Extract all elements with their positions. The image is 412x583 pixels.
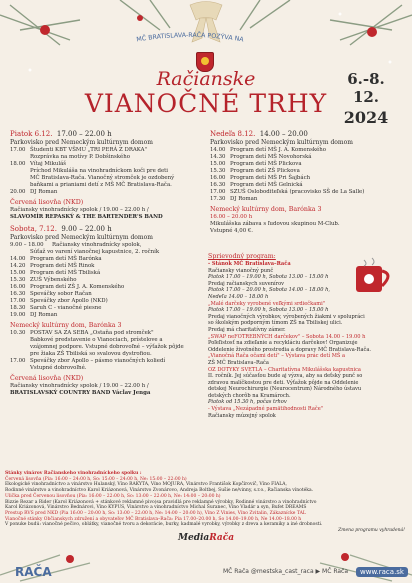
program-time: 17.00 bbox=[10, 298, 26, 304]
friday-program-item bbox=[10, 168, 204, 175]
side-program-line: detských chorôb na Kramároch. bbox=[208, 392, 291, 399]
program-text: vzájomnej podpore. Vstupné dobrovoľné – výťažok pôjde bbox=[30, 344, 184, 350]
side-program-heading: Sprievodný program: bbox=[208, 253, 276, 260]
side-program-line: Poľeľistosť na zdieľanie a recykláciu darčekov! Organizuje bbox=[208, 340, 358, 347]
footer-closing: Zmena programu vyhradená! bbox=[338, 528, 405, 534]
footer-line: Vianočné stánky Občianskych združení a obyvateľov MČ Bratislava–Rača: Pia 17.00–20.00 h, So 14.00–19.00 h, Ne 14.00–18.00 h bbox=[5, 516, 302, 522]
program-text: DJ Roman bbox=[230, 196, 258, 202]
right-column bbox=[210, 128, 405, 235]
saturday-hall-item bbox=[10, 344, 204, 351]
saturday-program-item bbox=[10, 298, 204, 305]
arc-invitation-text bbox=[90, 28, 290, 52]
side-program-lines bbox=[208, 268, 404, 420]
program-time bbox=[10, 337, 30, 344]
friday-program-item bbox=[10, 182, 204, 189]
side-program-line: Piatok od 15.30 h, počas trhov bbox=[208, 399, 287, 406]
program-text: Račiansky vinohradnícky spolok, bbox=[52, 242, 142, 248]
side-program-line: zdravou malíčkostou pre deti. Výťažok pôjde na Oddelenie bbox=[208, 379, 359, 386]
side-stall-heading: - Stánok MČ Bratislava–Rača bbox=[208, 261, 291, 267]
program-time bbox=[10, 351, 30, 358]
saturday-heading: Sobota, 7.12. 9.00 – 22.00 h bbox=[10, 225, 112, 233]
program-text: POSTAV SA ZA SEBA „Ostaňa pod stromček" bbox=[30, 330, 154, 336]
saturday-nkd-band: BRATISLAVSKÝ COUNTRY BAND Václav Jenga bbox=[10, 390, 151, 396]
saturday-hall-item bbox=[10, 351, 204, 358]
program-text: Speváčky zbor Apollo – pásmo vianočných koliedí bbox=[30, 358, 166, 364]
friday-place: Parkovisko pred Nemeckým kultúrnym domom bbox=[10, 139, 153, 146]
program-time: 16.30 bbox=[10, 291, 26, 297]
program-text: Program detí MŠ Pri Šajbách bbox=[230, 175, 311, 181]
program-time bbox=[10, 175, 30, 182]
footer-line: Karol Kriázonová, Vinárstvo Bednárovi, Víno KYPUS, Vinárstvo a vinohradníctvo Michal Šuranec, Víno Vladár a syn, Bufet DREAMS bbox=[5, 505, 307, 511]
program-text: Vítaj Mikuláš bbox=[30, 161, 67, 167]
sunday-place: Parkovisko pred Nemeckým kultúrnym domom bbox=[210, 139, 353, 146]
side-program-line: II. ročník. Jej súčasťou bude aj výzva, aby sa deťský punč so bbox=[208, 373, 363, 380]
pine-branches-bottom-decoration bbox=[0, 545, 412, 583]
side-program-line: Nedeľa 14.00 – 18.00 h bbox=[208, 293, 269, 300]
left-column bbox=[10, 128, 204, 397]
program-text: Saruh C - vianočné piesne bbox=[30, 305, 102, 311]
program-text: Program detí MŠ Novohorská bbox=[230, 154, 312, 160]
date-year: 2024 bbox=[343, 108, 389, 127]
friday-heading: Piatok 6.12. 17.00 – 22.00 h bbox=[10, 130, 112, 138]
date-badge bbox=[336, 70, 396, 127]
saturday-hall-item bbox=[10, 365, 204, 372]
svg-text:MČ BRATISLAVA-RAČA POZÝVA NA: MČ BRATISLAVA-RAČA POZÝVA NA bbox=[135, 31, 245, 44]
side-program-line: Predaj račianskych suvenírov bbox=[208, 280, 285, 287]
social-links[interactable]: MČ Rača @mestska_cast_raca ▶ MČ Rača bbox=[223, 568, 349, 575]
sunday-program-item bbox=[210, 182, 405, 189]
program-time: 14.20 bbox=[10, 263, 26, 269]
saturday-place: Parkovisko pred Nemeckým kultúrnym domom bbox=[10, 234, 153, 241]
program-time: 15.00 bbox=[10, 270, 26, 276]
footer-line: Bizzie Rezar a Rider (Karol Kriázonová + stánkové reklamné pivo)sa pravidlá pre reklamné výrobky, Rodinné vinárstvo a vinohradníctvo bbox=[5, 499, 317, 505]
friday-nkd-heading: Červená lisovňa (NKD) bbox=[10, 199, 84, 206]
sunday-hall-time: 16.00 – 20.00 h bbox=[210, 214, 253, 220]
footer-lines bbox=[5, 477, 405, 528]
friday-nkd-band: SLAVOMÍR REPASKÝ & THE BARTENDER'S BAND bbox=[10, 214, 163, 220]
program-text: SZUŠ Osloboditeľská (pracovisko SŠ de La Salle) bbox=[230, 189, 365, 195]
saturday-hall-item bbox=[10, 358, 204, 365]
side-program-line: ZŠ MČ Bratislava–Rača bbox=[208, 359, 269, 366]
program-text: DJ Roman bbox=[30, 312, 58, 318]
friday-program-item bbox=[10, 175, 204, 182]
program-text: Speváčky sobor Račan bbox=[30, 291, 92, 297]
sunday-program-item bbox=[210, 161, 405, 168]
sunday-program-item bbox=[210, 154, 405, 161]
program-text: Program detí MŠ Rinok bbox=[30, 263, 95, 269]
footer-heading: Stánky vinárov Račianskeho vinohradníckeho spolku : bbox=[5, 471, 142, 476]
program-time: 14.00 bbox=[210, 147, 226, 153]
program-time: 16.00 bbox=[210, 175, 226, 181]
program-time bbox=[10, 365, 30, 372]
saturday-nkd-heading: Červená lisovňa (NKD) bbox=[10, 375, 84, 382]
side-program-line: - Výstava „Nezápadné pamätihodnosti Rače" bbox=[208, 406, 324, 413]
side-program-line: Račiansky múzejný spolok bbox=[208, 412, 276, 419]
side-program-line: „Malé darčeky vyrobené veľkými srdiečkami" bbox=[208, 300, 326, 307]
footer-line: Rodinné vinárstvo a vinohradníctvo Karol Kriázonová, Vinárstvo Zvonárovo, Andreja Boltbej, Sušie ne/vinny, s.r.o., Račianska vínotéka. bbox=[5, 488, 314, 494]
side-program-line: Piatok 17.00 – 19.00 h, Sobota 13.00 – 15.00 h bbox=[208, 307, 329, 314]
saturday-program bbox=[10, 242, 204, 319]
program-time: 20.00 bbox=[10, 189, 26, 195]
program-time: 15.30 bbox=[10, 277, 26, 283]
friday-program-item bbox=[10, 161, 204, 168]
program-time: 18.00 bbox=[10, 161, 26, 167]
program-time bbox=[10, 344, 30, 351]
side-program-line: Račiansky vianočný punč bbox=[208, 267, 274, 274]
side-program-line: Oddelenie životného prostredia a dopravy MČ Bratislava-Rača. bbox=[208, 346, 372, 353]
program-time: 14.30 bbox=[210, 154, 226, 160]
sunday-program-item bbox=[210, 175, 405, 182]
sunday-heading: Nedeľa 8.12. 14.00 – 20.00 bbox=[210, 130, 308, 138]
footer-line: Ulička pred Červenou lisovňou (Pia: 16:00 – 22:00 h, So: 13:00 – 22:00 h, Ne: 14:00 – 20:00 h) bbox=[5, 493, 221, 499]
side-program-line: Piatok 17.00 – 19.00 h, Sobota 13.00 – 15.00 h bbox=[208, 274, 329, 281]
program-text: Program detí MŠ Plickova bbox=[230, 161, 302, 167]
friday-program-item bbox=[10, 147, 204, 154]
program-time: 10.30 bbox=[10, 330, 26, 336]
program-text: baňkami a prianiami detí z MŠ MČ Bratislava-Rača. bbox=[30, 182, 172, 188]
sunday-program-item bbox=[210, 189, 405, 196]
program-text: Rozprávka na motívy P. Dobšinského bbox=[30, 154, 130, 160]
program-time: 17.00 bbox=[210, 189, 226, 195]
saturday-program-item bbox=[10, 305, 204, 312]
saturday-program-item bbox=[10, 291, 204, 298]
program-time bbox=[10, 168, 30, 175]
program-text: pre žiaka ZŠ Tbiliská so svalovou dystrofiou. bbox=[30, 351, 152, 357]
program-text: ZUŠ Výbenského bbox=[30, 277, 77, 283]
side-program-line: Predaj vianočných výrobkov, výrobených žiakmi v spolupráci bbox=[208, 313, 365, 320]
program-text: Program detí MŠ J. A. Komenského bbox=[230, 147, 327, 153]
program-time: 16.00 bbox=[10, 284, 26, 290]
friday-program-item bbox=[10, 154, 204, 161]
sunday-hall-heading: Nemecký kultúrny dom, Barónka 3 bbox=[210, 206, 322, 213]
footer-wine-stalls bbox=[5, 471, 405, 534]
program-time bbox=[10, 182, 30, 189]
side-program-line: „Vianočná Rača očami detí" – Výstava prác detí MŠ a bbox=[208, 353, 346, 360]
side-program-line: so školským podporným tímom ZŠ na Tbiliskej ulici. bbox=[208, 320, 343, 327]
program-text: Speváčky zbor Apollo (NKD) bbox=[30, 298, 108, 304]
program-text: Program detí ZŠ J. A. Komenského bbox=[30, 284, 125, 290]
saturday-program-item bbox=[10, 256, 204, 263]
program-text: Program detí MŠ Tbiliská bbox=[30, 270, 101, 276]
program-text: Babkové predstavenie o Vianociach, prístelove a bbox=[30, 337, 163, 343]
saturday-program-item bbox=[10, 277, 204, 284]
sunday-program bbox=[210, 147, 405, 203]
program-time: 14.00 bbox=[10, 256, 26, 262]
raca-logo: RAČA bbox=[15, 565, 52, 579]
saturday-program-item bbox=[10, 284, 204, 291]
footer-line: V ponuke budú: vianočné pečivo, oblátky, vianočné tvoru a dekorácie, burky, kadmalé vyrobky, výrobky z dreva a keramiky a iné drobnosti. bbox=[5, 522, 323, 528]
website-link[interactable]: www.raca.sk bbox=[356, 567, 408, 577]
sunday-hall-price: Vstupné 4,00 €. bbox=[210, 228, 253, 234]
side-program-line: „SWAP neFOTREBNÝCH darčekov" – Sobota 14.00 – 19.00 h bbox=[208, 333, 366, 340]
sunday-hall-line: Mikulášska zábava s ľudovou skupinou M-Club. bbox=[210, 221, 340, 227]
friday-program-item bbox=[10, 189, 204, 196]
side-program-line: OZ DOTYKY SVETLA – Charitatívna Mikulášska kapustnica bbox=[208, 366, 361, 373]
media-raca-logo: MediaRača bbox=[178, 533, 235, 543]
saturday-hall-item bbox=[10, 330, 204, 337]
saturday-program-item bbox=[10, 312, 204, 319]
program-text: MČ Bratislava-Rača. Vianočný stromček je ozdobený bbox=[30, 175, 175, 181]
friday-program bbox=[10, 147, 204, 196]
program-time bbox=[10, 154, 30, 161]
title-racianske: Račianske bbox=[156, 68, 256, 90]
sunday-program-item bbox=[210, 147, 405, 154]
side-program-line: Predaj má charitatívny zámer. bbox=[208, 326, 286, 333]
saturday-program-item bbox=[10, 242, 204, 249]
footer-line: Ekologické vinohradníctvo a vinárstvo Hulanský, Víno RAKYTA, Víno MOJURA, Vinárstvo Františok Kopčírovič, Víno FIALA, bbox=[5, 482, 287, 488]
program-text: Program detí MŠ Gelnická bbox=[230, 182, 303, 188]
program-time: 16.30 bbox=[210, 182, 226, 188]
title-vianocne-trhy: VIANOČNÉ TRHY bbox=[84, 89, 328, 118]
program-time: 17.00 bbox=[10, 358, 26, 364]
friday-nkd-line: Račiansky vinohradnícky spolok / 19.00 – 22.00 h / bbox=[10, 207, 149, 213]
saturday-hall-item bbox=[10, 337, 204, 344]
saturday-program-item bbox=[10, 249, 204, 256]
program-text: DJ Roman bbox=[30, 189, 58, 195]
program-text: Príchod Mikuláša na vinohradníckom koči pre deti bbox=[30, 168, 169, 174]
program-time: 19.00 bbox=[10, 312, 26, 318]
saturday-hall-heading: Nemecký kultúrny dom, Barónka 3 bbox=[10, 322, 122, 329]
saturday-program-item bbox=[10, 263, 204, 270]
program-time: 9.00 – 18.00 bbox=[10, 242, 44, 248]
program-text: Program detí MŠ Barónka bbox=[30, 256, 102, 262]
program-time: 18.30 bbox=[10, 305, 26, 311]
program-text: Vstupné dobrovoľné. bbox=[30, 365, 87, 371]
side-program-line: detskej Neurochirurgie (Neurocentrum) Národného ústavu bbox=[208, 386, 362, 393]
saturday-nkd-line: Račiansky vinohradnícky spolok / 19.00 – 22.00 h / bbox=[10, 383, 149, 389]
program-text: Program detí ZŠ Plickova bbox=[230, 168, 300, 174]
program-text: Súťaž vo varení vianočnej kapustnice, 2. ročník bbox=[30, 249, 160, 255]
saturday-program-item bbox=[10, 270, 204, 277]
program-time: 15.30 bbox=[210, 168, 226, 174]
sunday-program-item bbox=[210, 196, 405, 203]
program-text: Študenti KBT VŠMU „TRI PERÁ Z DRAKA" bbox=[30, 147, 147, 153]
sunday-program-item bbox=[210, 168, 405, 175]
footer-line: Prestup RVS pred NKD (Pia 16:00 – 20:00 h, So: 13:00 – 22:00 h, Ne: 14:00 – 20:00 h), Víno Z Vinies, Víno Zvitalin, Zákaznícke TAL bbox=[5, 510, 306, 516]
program-time: 15.00 bbox=[210, 161, 226, 167]
program-time: 17.00 bbox=[10, 147, 26, 153]
program-time bbox=[10, 249, 30, 256]
saturday-hall-program bbox=[10, 330, 204, 372]
program-time: 17.30 bbox=[210, 196, 226, 202]
footer-line: Červená lisovňa (Pia: 16:00 – 24:00 h, So: 15:00 – 24:00 h, Ne: 15:00 – 22:00 h) bbox=[5, 476, 187, 482]
side-program-line: Piatok 17.00 – 20.00 h, Sobota 14.00 – 18.00 h, bbox=[208, 287, 331, 294]
date-range: 6.-8. 12. bbox=[347, 70, 385, 106]
